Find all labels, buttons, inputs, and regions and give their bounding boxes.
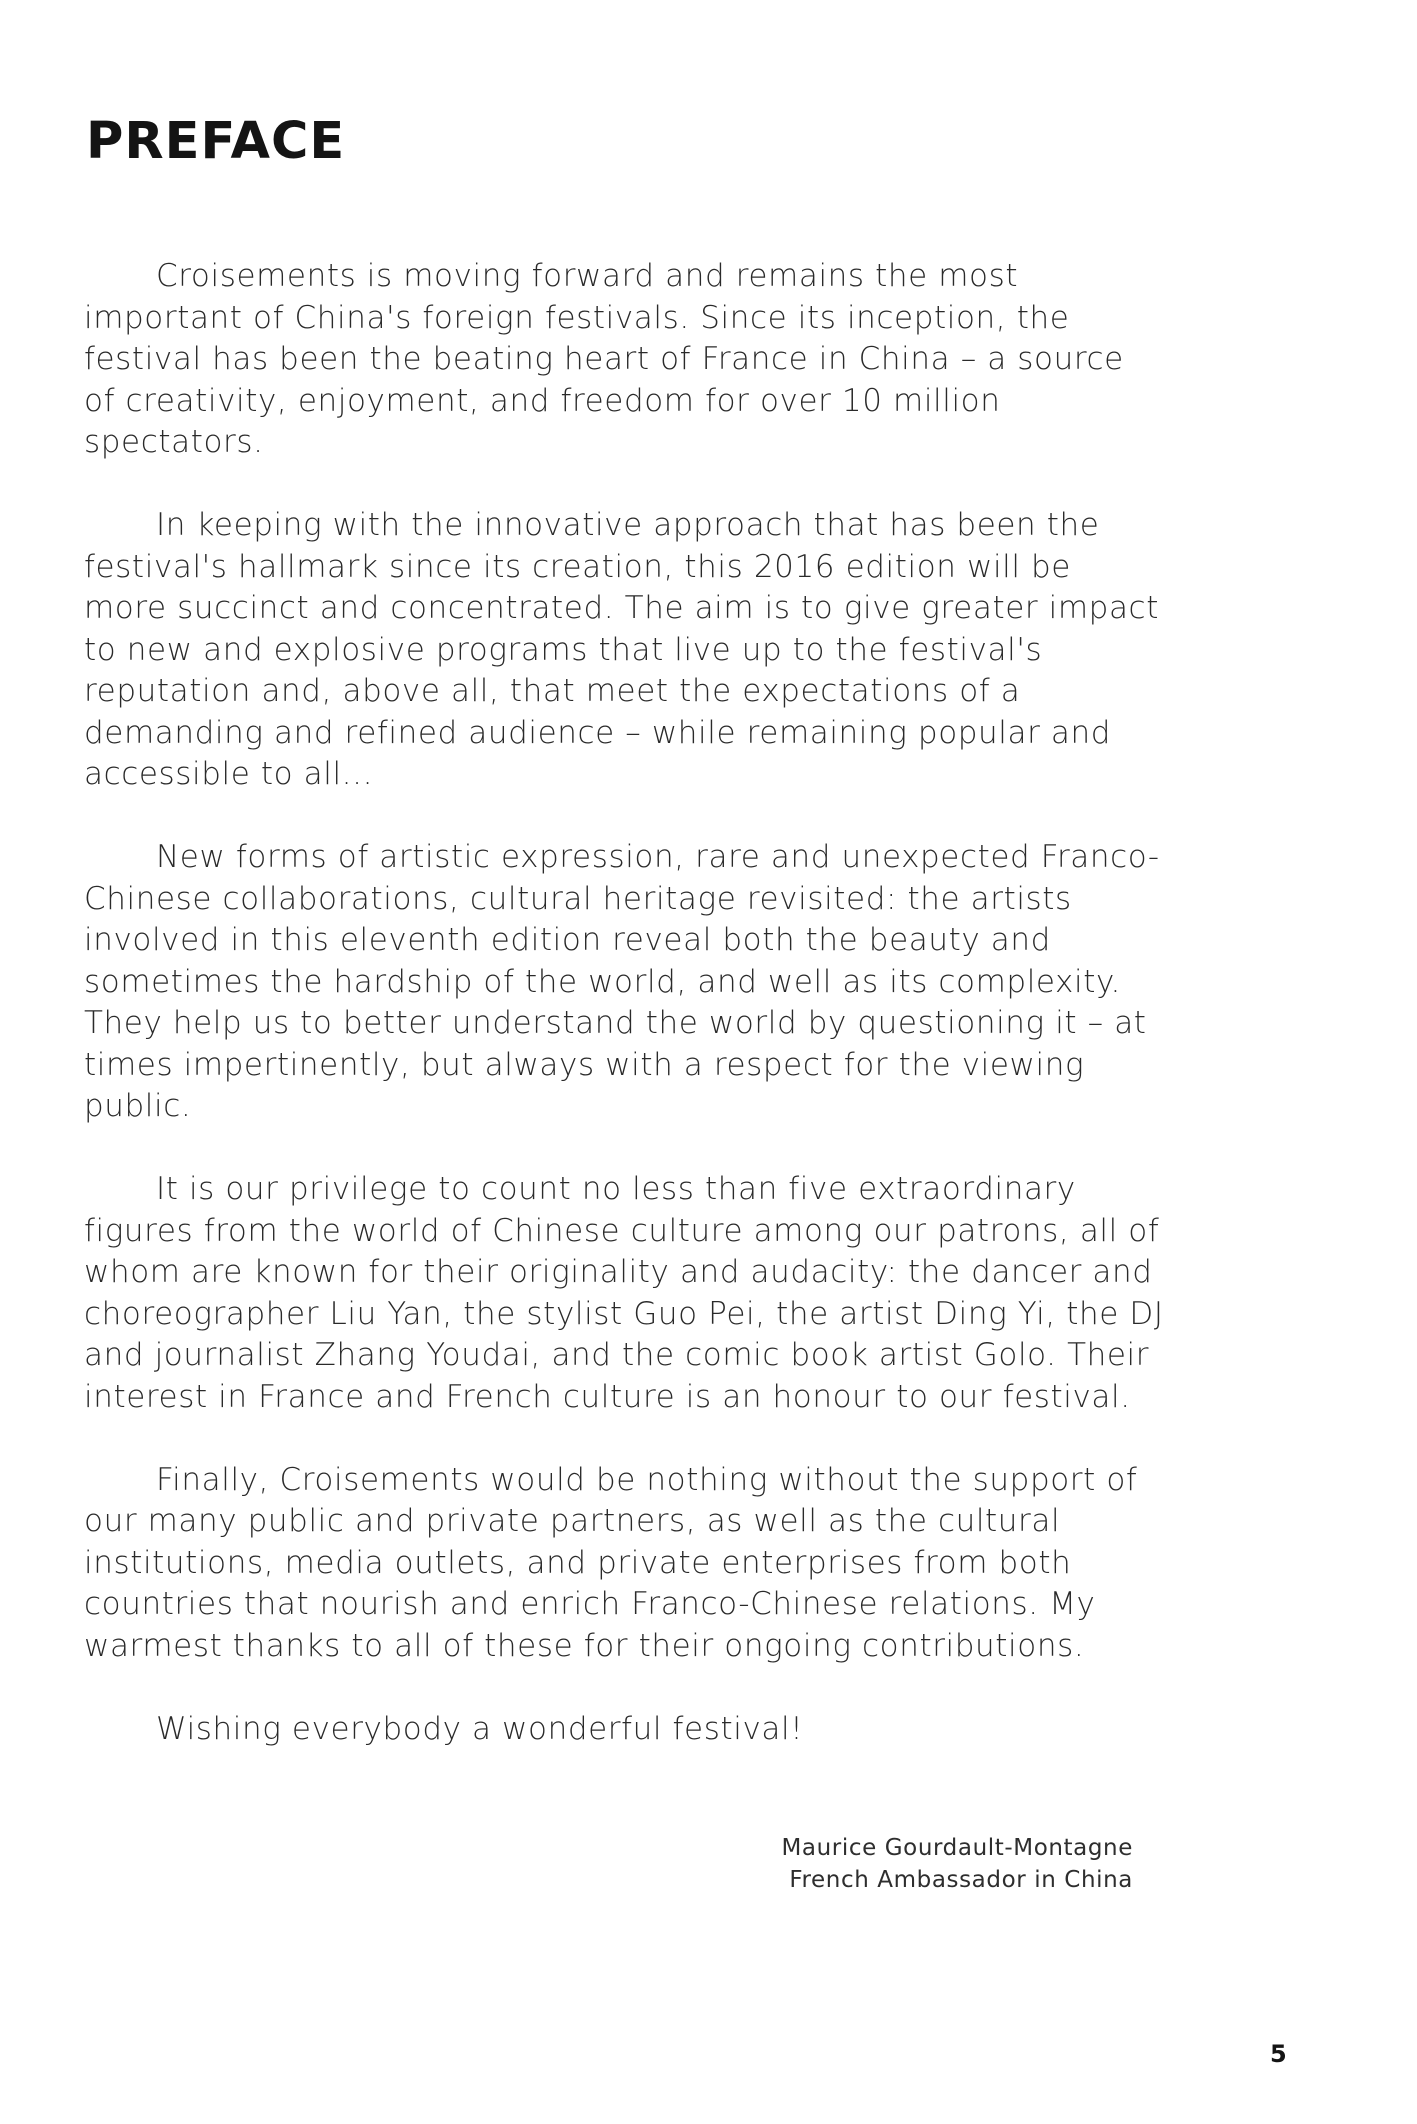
preface-body [84,256,1164,1792]
page-number: 5 [1270,2040,1287,2068]
paragraph: Wishing everybody a wonderful festival! [156,1710,804,1747]
paragraph: New forms of artistic expression, rare and unexpected Franco-Chinese collaborations, cultural heritage revisited: the artists involved in this eleventh edition reveal both the beauty and sometimes the hardship of the world, and well as its complexity. They help us to better understand the world by questioning it – at times impertinently, but always with a respect for the viewing public. [84,839,1160,1124]
page-title: PREFACE [86,112,346,171]
signature-name: Maurice Gourdault-Montagne [781,1835,1133,1861]
paragraph: Finally, Croisements would be nothing without the support of our many public and private partners, as well as the cultural institutions, media outlets, and private enterprises from both countries that nourish and enrich Franco-Chinese relations. My warmest thanks to all of these for their ongoing contributions. [84,1461,1138,1664]
paragraph: In keeping with the innovative approach that has been the festival's hallmark since its creation, this 2016 edition will be more succinct and concentrated. The aim is to give greater impact to new and explosive programs that live up to the festival's reputation and, above all, that meet the expectations of a demanding and refined audience – while remaining popular and accessible to all... [84,507,1159,792]
paragraph: Croisements is moving forward and remains the most important of China's foreign festivals. Since its inception, the festival has been the beating heart of France in China – a source of creativity, enjoyment, and freedom for over 10 million spectators. [84,258,1124,460]
paragraph: It is our privilege to count no less than five extraordinary figures from the world of Chinese culture among our patrons, all of whom are known for their originality and audacity: the dancer and choreographer Liu Yan, the stylist Guo Pei, the artist Ding Yi, the DJ and journalist Zhang Youdai, and the comic book artist Golo. Their interest in France and French culture is an honour to our festival. [84,1171,1164,1415]
signature-block [781,1832,1133,1896]
signature-role: French Ambassador in China [789,1867,1133,1893]
